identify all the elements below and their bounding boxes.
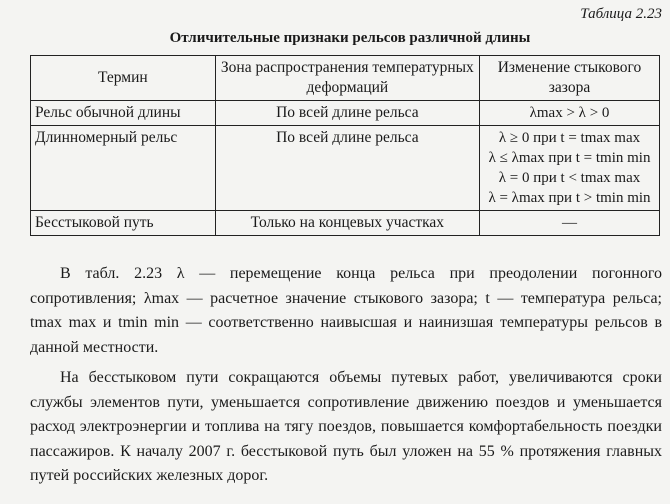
gap-line: λ ≥ 0 при t = tmax max: [498, 130, 641, 146]
row-gap: [480, 211, 660, 236]
rails-table: [30, 55, 660, 236]
gap-line: λ = 0 при t < tmax max: [498, 170, 641, 186]
table-header-row: [31, 56, 660, 101]
row-term: Рельс обычной длины: [31, 101, 216, 126]
table-number: Таблица 2.23: [580, 6, 662, 22]
header-gap: Изменение стыкового зазора: [480, 56, 660, 101]
gap-line: λ ≤ λmax при t = tmin min: [488, 150, 651, 166]
row-term: Бесстыковой путь: [31, 211, 216, 236]
row-gap: [480, 126, 660, 211]
header-zone: Зона распространения температурных деформаций: [215, 56, 479, 101]
header-term: Термин: [31, 56, 216, 101]
row-term: Длинномерный рельс: [31, 126, 216, 211]
table-row: [31, 211, 660, 236]
row-zone: По всей длине рельса: [215, 126, 479, 211]
gap-line: —: [562, 215, 578, 231]
body-text: [30, 262, 662, 489]
row-zone: По всей длине рельса: [215, 101, 479, 126]
row-zone: Только на концевых участках: [215, 211, 479, 236]
row-gap: [480, 101, 660, 126]
table-row: [31, 126, 660, 211]
table-row: [31, 101, 660, 126]
gap-line: λ = λmax при t > tmin min: [488, 190, 651, 206]
gap-line: λmax > λ > 0: [529, 105, 610, 121]
paragraph: На бесстыковом пути сокращаются объемы путевых работ, увеличиваются сроки службы элементов пути, уменьшается сопротивление движению поездов и уменьшается расход электроэнергии и топлива на тягу поездов, повышается комфортабельность поездки пассажиров. К началу 2007 г. бесстыковой путь был уложен на 55 % протяжения главных путей российских железных дорог.: [30, 369, 662, 484]
table-title: Отличительные признаки рельсов различной длины: [169, 30, 531, 46]
paragraph: В табл. 2.23 λ — перемещение конца рельса при преодолении погонного сопротивления; λmax — расчетное значение стыкового зазора; t — температура рельса; tmax max и tmin min — соответственно наивысшая и наинизшая температуры рельсов в данной местности.: [30, 265, 662, 356]
